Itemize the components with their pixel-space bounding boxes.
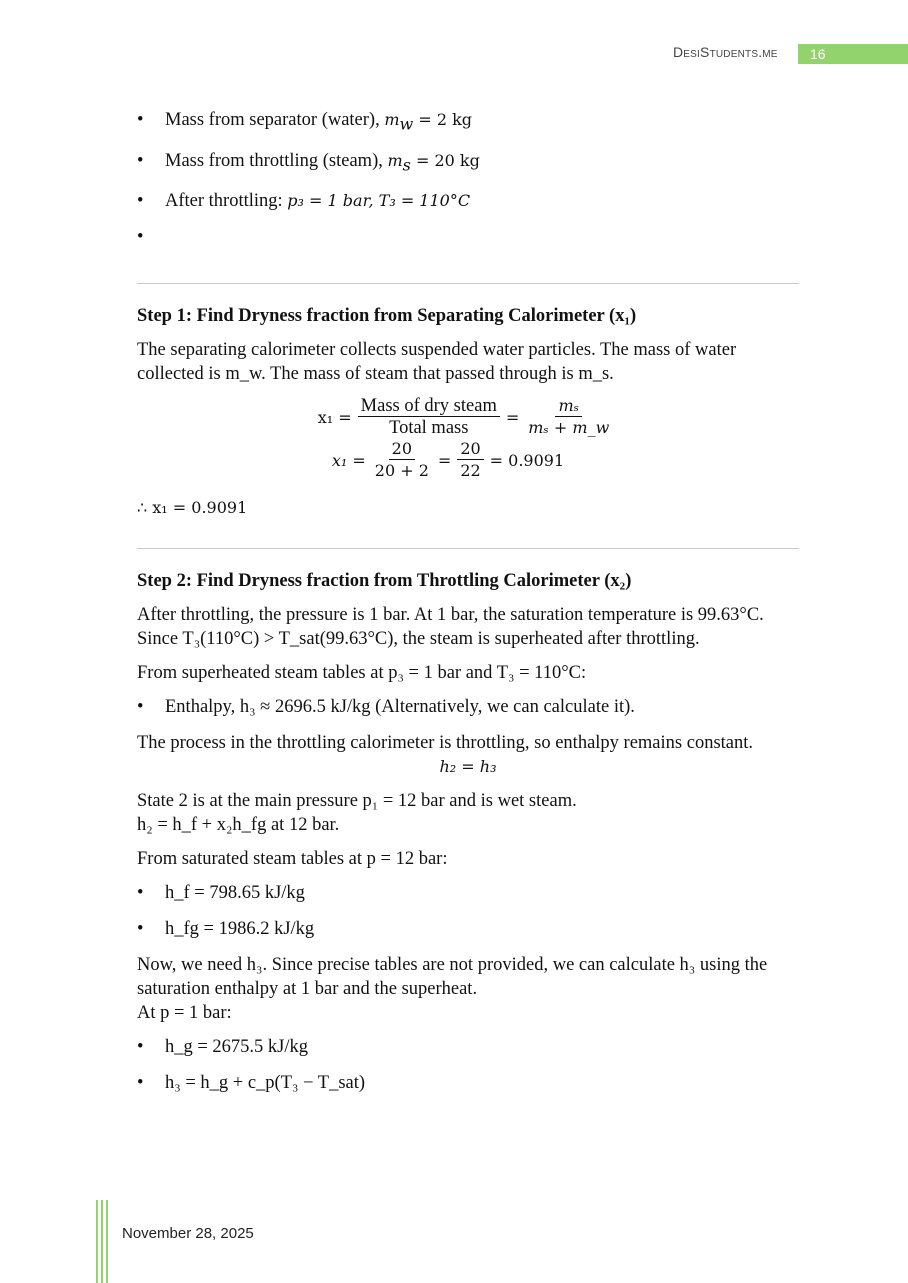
step1-conclusion: ∴ x₁ = 0.9091 bbox=[137, 498, 248, 518]
empty-bullet bbox=[137, 225, 799, 249]
page-number-badge: 16 bbox=[798, 44, 908, 64]
fraction bbox=[358, 396, 500, 439]
math-var: m bbox=[384, 110, 400, 129]
equation-h2-h3: h₂ = h₃ bbox=[439, 757, 497, 777]
hg-item: • h_g = 2675.5 kJ/kg bbox=[137, 1035, 799, 1059]
page-content bbox=[137, 108, 799, 1107]
eq-lhs: x₁ = bbox=[331, 450, 366, 470]
equals: = bbox=[505, 407, 520, 427]
numerator: 20 bbox=[389, 439, 415, 460]
given-label: Mass from separator (water), bbox=[165, 110, 385, 130]
given-item bbox=[137, 189, 799, 213]
step2-paragraph: At p = 1 bar: bbox=[137, 1003, 232, 1024]
denominator: 20 + 2 bbox=[374, 461, 429, 481]
step2-heading: Step 2: Find Dryness fraction from Throttling Calorimeter (x₂) bbox=[137, 571, 632, 592]
math-sub: s bbox=[402, 155, 411, 175]
fraction bbox=[457, 439, 483, 482]
numerator: Mass of dry steam bbox=[358, 396, 500, 417]
step2-paragraph: h₂ = h_f + x₂h_fg at 12 bar. bbox=[137, 815, 340, 836]
footer-date: November 28, 2025 bbox=[122, 1225, 254, 1242]
numerator: 20 bbox=[457, 439, 483, 460]
numerator: mₛ bbox=[555, 396, 582, 417]
denominator: mₛ + m_w bbox=[528, 418, 610, 438]
step2-paragraph: The process in the throttling calorimeter is throttling, so enthalpy remains constant. bbox=[137, 733, 754, 754]
step1-paragraph: The separating calorimeter collects suspended water particles. The mass of water collected is m_w. The mass of steam that passed through is m_s. bbox=[137, 340, 737, 385]
given-item bbox=[137, 108, 799, 137]
eq-result: = 0.9091 bbox=[489, 450, 565, 470]
denominator: Total mass bbox=[389, 418, 469, 439]
math-var: m bbox=[387, 150, 403, 170]
enthalpy-h3-item: • Enthalpy, h₃ ≈ 2696.5 kJ/kg (Alternatively, we can calculate it). bbox=[137, 695, 799, 719]
hfg-item: • h_fg = 1986.2 kJ/kg bbox=[137, 917, 799, 941]
step2-paragraph: From saturated steam tables at p = 12 bar: bbox=[137, 849, 448, 870]
step1-heading: Step 1: Find Dryness fraction from Separating Calorimeter (x₁) bbox=[137, 306, 637, 327]
step2-paragraph: Since T₃(110°C) > T_sat(99.63°C), the steam is superheated after throttling. bbox=[137, 629, 700, 650]
math-sub: w bbox=[399, 114, 414, 134]
header-brand: DesiStudents.me bbox=[673, 44, 778, 60]
step2-paragraph: From superheated steam tables at p₃ = 1 bar and T₃ = 110°C: bbox=[137, 663, 587, 684]
footer-accent-bars bbox=[96, 1200, 110, 1283]
equation-x1-definition bbox=[137, 396, 799, 439]
given-value: p₃ = 1 bar, T₃ = 110°C bbox=[287, 191, 471, 211]
fraction bbox=[372, 439, 432, 482]
h3-formula-item: • h₃ = h_g + c_p(T₃ − T_sat) bbox=[137, 1071, 799, 1095]
given-label: Mass from throttling (steam), bbox=[165, 150, 388, 171]
given-item bbox=[137, 149, 799, 178]
eq-lhs: x₁ = bbox=[317, 407, 352, 427]
fraction bbox=[525, 396, 612, 439]
given-value: = 20 kg bbox=[410, 150, 480, 170]
given-value: = 2 kg bbox=[413, 110, 473, 129]
given-label: After throttling: bbox=[165, 191, 288, 212]
denominator: 22 bbox=[460, 461, 481, 481]
equation-x1-value bbox=[137, 439, 759, 482]
hf-item: • h_f = 798.65 kJ/kg bbox=[137, 881, 799, 905]
step2-paragraph: After throttling, the pressure is 1 bar. At 1 bar, the saturation temperature is 99.63°C. bbox=[137, 605, 764, 626]
equals: = bbox=[437, 450, 452, 470]
step2-paragraph: State 2 is at the main pressure p₁ = 12 bar and is wet steam. bbox=[137, 791, 577, 812]
step2-paragraph: Now, we need h₃. Since precise tables are not provided, we can calculate h₃ using the saturation enthalpy at 1 bar and the superheat. bbox=[137, 955, 768, 1000]
